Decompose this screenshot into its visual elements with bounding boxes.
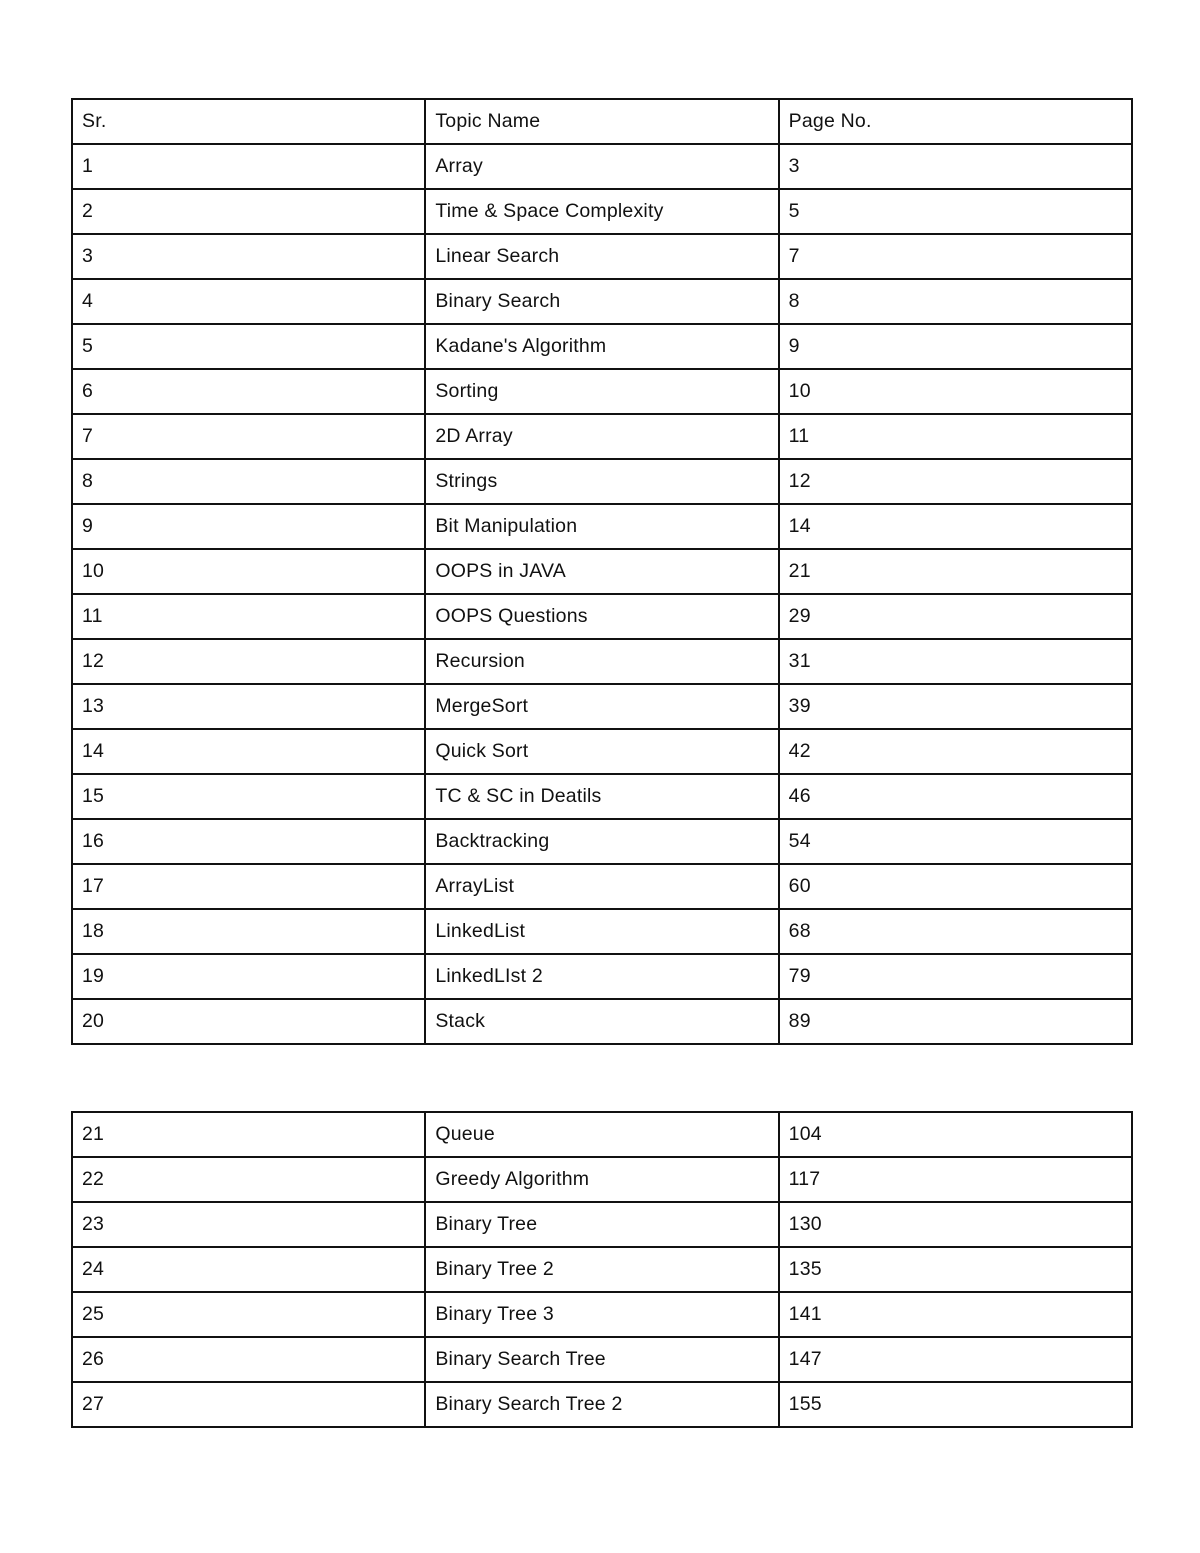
cell-page-no: 21 bbox=[779, 549, 1132, 594]
table-row bbox=[72, 1247, 1132, 1292]
cell-sr: 4 bbox=[72, 279, 425, 324]
table-row bbox=[72, 189, 1132, 234]
table-row bbox=[72, 234, 1132, 279]
cell-sr: 27 bbox=[72, 1382, 425, 1427]
table-row bbox=[72, 1157, 1132, 1202]
cell-sr: 18 bbox=[72, 909, 425, 954]
cell-topic-name: OOPS in JAVA bbox=[425, 549, 778, 594]
cell-page-no: 12 bbox=[779, 459, 1132, 504]
table-row bbox=[72, 549, 1132, 594]
toc-table-part-2 bbox=[71, 1111, 1133, 1428]
cell-topic-name: Array bbox=[425, 144, 778, 189]
cell-sr: 11 bbox=[72, 594, 425, 639]
cell-topic-name: Binary Tree 3 bbox=[425, 1292, 778, 1337]
table-row bbox=[72, 729, 1132, 774]
cell-topic-name: LinkedList bbox=[425, 909, 778, 954]
table-row bbox=[72, 144, 1132, 189]
cell-sr: 2 bbox=[72, 189, 425, 234]
cell-page-no: 5 bbox=[779, 189, 1132, 234]
cell-sr: 19 bbox=[72, 954, 425, 999]
table-row bbox=[72, 324, 1132, 369]
cell-sr: 15 bbox=[72, 774, 425, 819]
cell-page-no: 10 bbox=[779, 369, 1132, 414]
cell-page-no: 89 bbox=[779, 999, 1132, 1044]
cell-topic-name: Time & Space Complexity bbox=[425, 189, 778, 234]
cell-topic-name: Stack bbox=[425, 999, 778, 1044]
cell-topic-name: LinkedLIst 2 bbox=[425, 954, 778, 999]
table-header-row bbox=[72, 99, 1132, 144]
cell-sr: 10 bbox=[72, 549, 425, 594]
table-row bbox=[72, 954, 1132, 999]
cell-page-no: 11 bbox=[779, 414, 1132, 459]
table-row bbox=[72, 909, 1132, 954]
cell-sr: 20 bbox=[72, 999, 425, 1044]
table-row bbox=[72, 459, 1132, 504]
cell-sr: 17 bbox=[72, 864, 425, 909]
table-row bbox=[72, 1382, 1132, 1427]
table-row bbox=[72, 594, 1132, 639]
cell-sr: 9 bbox=[72, 504, 425, 549]
cell-sr: 16 bbox=[72, 819, 425, 864]
table-row bbox=[72, 414, 1132, 459]
cell-topic-name: Sorting bbox=[425, 369, 778, 414]
table-row bbox=[72, 639, 1132, 684]
cell-sr: 1 bbox=[72, 144, 425, 189]
cell-sr: 22 bbox=[72, 1157, 425, 1202]
cell-page-no: 9 bbox=[779, 324, 1132, 369]
cell-page-no: 141 bbox=[779, 1292, 1132, 1337]
cell-sr: 26 bbox=[72, 1337, 425, 1382]
cell-page-no: 60 bbox=[779, 864, 1132, 909]
toc-table-part-1 bbox=[71, 98, 1133, 1045]
cell-sr: 3 bbox=[72, 234, 425, 279]
cell-sr: 5 bbox=[72, 324, 425, 369]
cell-sr: 24 bbox=[72, 1247, 425, 1292]
cell-page-no: 54 bbox=[779, 819, 1132, 864]
toc-body bbox=[72, 1112, 1132, 1427]
cell-page-no: 46 bbox=[779, 774, 1132, 819]
table-row bbox=[72, 369, 1132, 414]
cell-topic-name: Kadane's Algorithm bbox=[425, 324, 778, 369]
header-topic-name: Topic Name bbox=[425, 99, 778, 144]
cell-page-no: 14 bbox=[779, 504, 1132, 549]
cell-topic-name: Binary Search bbox=[425, 279, 778, 324]
cell-page-no: 135 bbox=[779, 1247, 1132, 1292]
cell-page-no: 104 bbox=[779, 1112, 1132, 1157]
cell-page-no: 3 bbox=[779, 144, 1132, 189]
table-row bbox=[72, 774, 1132, 819]
cell-topic-name: 2D Array bbox=[425, 414, 778, 459]
cell-topic-name: Queue bbox=[425, 1112, 778, 1157]
cell-topic-name: TC & SC in Deatils bbox=[425, 774, 778, 819]
cell-topic-name: OOPS Questions bbox=[425, 594, 778, 639]
cell-topic-name: Greedy Algorithm bbox=[425, 1157, 778, 1202]
cell-page-no: 42 bbox=[779, 729, 1132, 774]
cell-page-no: 147 bbox=[779, 1337, 1132, 1382]
cell-sr: 6 bbox=[72, 369, 425, 414]
table-row bbox=[72, 279, 1132, 324]
cell-page-no: 39 bbox=[779, 684, 1132, 729]
cell-page-no: 155 bbox=[779, 1382, 1132, 1427]
cell-sr: 21 bbox=[72, 1112, 425, 1157]
table-row bbox=[72, 819, 1132, 864]
cell-topic-name: Binary Tree 2 bbox=[425, 1247, 778, 1292]
table-row bbox=[72, 504, 1132, 549]
cell-topic-name: Backtracking bbox=[425, 819, 778, 864]
cell-page-no: 7 bbox=[779, 234, 1132, 279]
cell-page-no: 68 bbox=[779, 909, 1132, 954]
table-row bbox=[72, 999, 1132, 1044]
cell-sr: 23 bbox=[72, 1202, 425, 1247]
cell-page-no: 29 bbox=[779, 594, 1132, 639]
header-sr: Sr. bbox=[72, 99, 425, 144]
cell-page-no: 117 bbox=[779, 1157, 1132, 1202]
cell-topic-name: Binary Search Tree 2 bbox=[425, 1382, 778, 1427]
cell-topic-name: MergeSort bbox=[425, 684, 778, 729]
header-page-no: Page No. bbox=[779, 99, 1132, 144]
cell-topic-name: Recursion bbox=[425, 639, 778, 684]
cell-topic-name: Linear Search bbox=[425, 234, 778, 279]
table-row bbox=[72, 1112, 1132, 1157]
cell-sr: 13 bbox=[72, 684, 425, 729]
cell-topic-name: Bit Manipulation bbox=[425, 504, 778, 549]
table-row bbox=[72, 1292, 1132, 1337]
cell-page-no: 79 bbox=[779, 954, 1132, 999]
cell-topic-name: Binary Search Tree bbox=[425, 1337, 778, 1382]
table-row bbox=[72, 684, 1132, 729]
cell-topic-name: Binary Tree bbox=[425, 1202, 778, 1247]
table-row bbox=[72, 1337, 1132, 1382]
table-row bbox=[72, 864, 1132, 909]
cell-topic-name: Strings bbox=[425, 459, 778, 504]
table-row bbox=[72, 1202, 1132, 1247]
cell-page-no: 8 bbox=[779, 279, 1132, 324]
cell-topic-name: ArrayList bbox=[425, 864, 778, 909]
cell-sr: 12 bbox=[72, 639, 425, 684]
cell-page-no: 31 bbox=[779, 639, 1132, 684]
cell-sr: 8 bbox=[72, 459, 425, 504]
cell-page-no: 130 bbox=[779, 1202, 1132, 1247]
cell-sr: 7 bbox=[72, 414, 425, 459]
cell-sr: 14 bbox=[72, 729, 425, 774]
toc-body bbox=[72, 99, 1132, 1044]
cell-sr: 25 bbox=[72, 1292, 425, 1337]
cell-topic-name: Quick Sort bbox=[425, 729, 778, 774]
